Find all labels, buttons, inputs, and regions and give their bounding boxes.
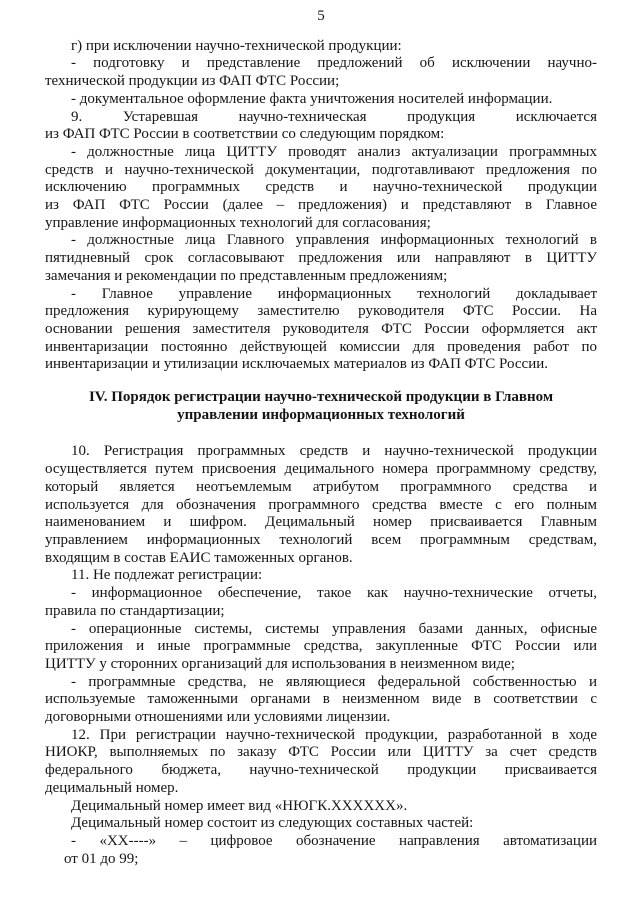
text-line: инвентаризации и утилизации исключаемых материалов из ФАП ФТС России. — [45, 356, 549, 373]
section-heading — [55, 389, 587, 424]
text-line: 11. Не подлежат регистрации: — [71, 567, 263, 584]
text-line: - программные средства, не являющиеся федеральной собственностью и — [71, 673, 597, 690]
text-line: из ФАП ФТС России в соответствии со следующим порядком: — [45, 126, 445, 143]
text-line: договорными отношениями или условиями лицензии. — [45, 709, 391, 726]
paragraph — [45, 109, 597, 144]
text-line: - информационное обеспечение, такое как научно-технические отчеты, — [71, 585, 597, 602]
paragraph — [45, 567, 597, 585]
paragraph — [45, 815, 597, 833]
paragraph — [45, 91, 597, 109]
paragraph — [45, 833, 597, 868]
heading-line: IV. Порядок регистрации научно-технической продукции в Главном — [88, 389, 554, 406]
paragraph — [45, 286, 597, 375]
text-line: используется для обозначения программного средства вместе с его полным — [45, 496, 597, 513]
text-line: - должностные лица ЦИТТУ проводят анализ актуализации программных — [71, 143, 597, 160]
paragraph — [45, 621, 597, 674]
text-line: НИОКР, выполняемых по заказу ФТС России или ЦИТТУ за счет средств — [45, 744, 597, 761]
paragraph — [45, 38, 597, 56]
text-line: управлением информационных технологий всем программным средствам, — [45, 531, 597, 548]
text-line: Децимальный номер имеет вид «НЮГК.ХХХХХХ». — [71, 797, 408, 814]
document-body — [45, 38, 597, 869]
paragraph — [45, 232, 597, 285]
text-line: предложения курирующему заместителю руководителя ФТС России. На — [45, 303, 597, 320]
text-line: - Главное управление информационных технологий докладывает — [71, 285, 597, 302]
text-line: исключению программных средств и научно-технической продукции — [45, 179, 597, 196]
paragraph — [45, 443, 597, 567]
paragraph — [45, 144, 597, 233]
text-line: г) при исключении научно-технической продукции: — [71, 37, 402, 54]
text-line: - «ХХ----» – цифровое обозначение направления автоматизации — [71, 832, 597, 849]
text-line: входящим в состав ЕАИС таможенных органов. — [45, 549, 353, 566]
text-line: - операционные системы, системы управления базами данных, офисные — [71, 620, 597, 637]
text-line: 9. Устаревшая научно-техническая продукция исключается — [71, 108, 597, 125]
text-line: Децимальный номер состоит из следующих составных частей: — [71, 815, 474, 832]
text-line: осуществляется путем присвоения децимального номера программному средству, — [45, 461, 597, 478]
text-line: децимальный номер. — [45, 779, 179, 796]
text-line: используемые таможенными органами в неизменном виде в соответствии с — [45, 691, 597, 708]
text-line: от 01 до 99; — [64, 850, 139, 867]
text-line: - документальное оформление факта уничтожения носителей информации. — [71, 90, 553, 107]
paragraph — [45, 727, 597, 798]
text-line: - должностные лица Главного управления информационных технологий в — [71, 232, 597, 249]
paragraph — [45, 585, 597, 620]
text-line: технической продукции из ФАП ФТС России; — [45, 73, 340, 90]
text-line: - подготовку и представление предложений об исключении научно- — [71, 55, 597, 72]
text-line: 10. Регистрация программных средств и научно-технической продукции — [71, 443, 597, 460]
text-line: из ФАП ФТС России (далее – предложения) и представляют в Главное — [45, 197, 597, 214]
text-line: приложения и иные программные средства, закупленные ФТС России или — [45, 638, 597, 655]
text-line: замечания и рекомендации по представленным предложениям; — [45, 267, 448, 284]
text-line: который является неотъемлемым атрибутом программного средства и — [45, 478, 597, 495]
heading-line: управлении информационных технологий — [177, 406, 465, 423]
paragraph — [45, 674, 597, 727]
paragraph — [45, 55, 597, 90]
paragraph — [45, 798, 597, 816]
text-line: наименованием и шифром. Децимальный номер присваивается Главным — [45, 514, 597, 531]
text-line: основании решения заместителя руководителя ФТС России оформляется акт — [45, 320, 597, 337]
page-number: 5 — [317, 8, 325, 24]
text-line: пятидневный срок согласовывают предложения или направляют в ЦИТТУ — [45, 250, 597, 267]
text-line: средств и научно-технической документации, подготавливают предложения по — [45, 161, 597, 178]
text-line: 12. При регистрации научно-технической продукции, разработанной в ходе — [71, 726, 597, 743]
text-line: правила по стандартизации; — [45, 602, 225, 619]
text-line: инвентаризации постоянно действующей комиссии для проведения работ по — [45, 338, 597, 355]
text-line: федерального бюджета, научно-технической продукции присваивается — [45, 762, 597, 779]
text-line: ЦИТТУ у сторонних организаций для использования в неизменном виде; — [45, 655, 515, 672]
text-line: управление информационных технологий для согласования; — [45, 214, 431, 231]
